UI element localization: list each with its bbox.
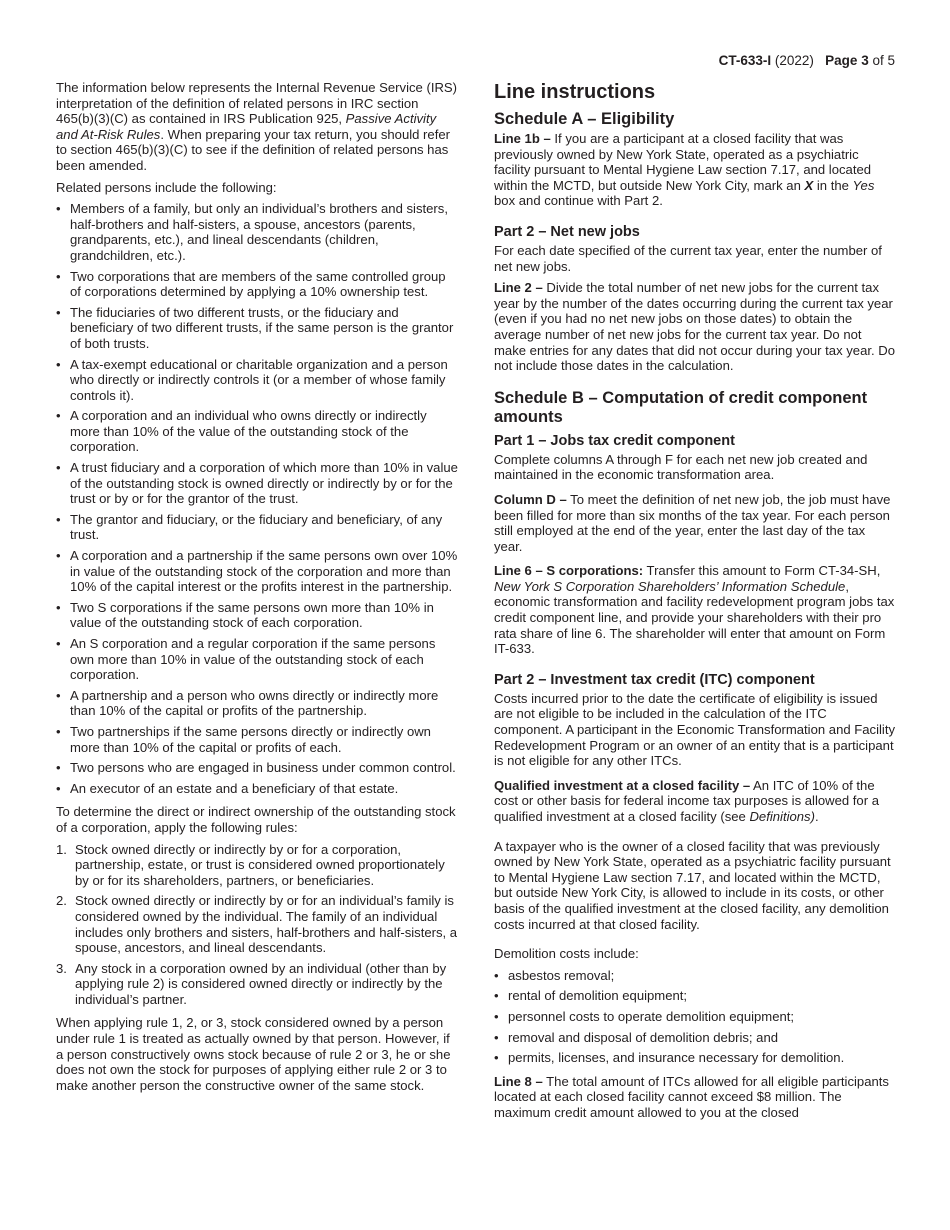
intro-text-a: The information below represents the Internal Revenue Service (IRS) interpretation of the definition of related persons in IRC section 465(b)(3)(C) as contained in IRS Publication 925, <box>56 80 458 127</box>
line-6-text: Transfer this amount to Form CT-34-SH, <box>643 563 881 579</box>
qualified-investment-text: . <box>814 809 819 824</box>
line-2-text: Divide the total number of net new jobs for the current tax year by the number of the dates occurring during the current tax year (even if you had no net new jobs on those dates) to obtain the average number of net new jobs for the current tax year. Do not make entries for any dates that did not occur during your tax year. Do not include those dates in the calculation. <box>494 280 896 374</box>
list-item: • personnel costs to operate demolition equipment; <box>494 1009 896 1025</box>
mark-x: X <box>804 177 814 193</box>
column-d-text: To meet the definition of net new job, the job must have been filled for more than six months of the tax year. For each person still employed at the end of the year, enter the last day of the tax year. <box>494 491 891 554</box>
line-1b-text: in the <box>813 177 853 193</box>
form-ct-34-sh-title: New York S Corporation Shareholders’ Information Schedule <box>494 578 846 594</box>
schedule-b-heading: Schedule B – Computation of credit component amounts <box>494 388 868 426</box>
list-item: • A corporation and a partnership if the same persons own over 10% in value of the outstanding stock of the corporation and more than 10% of the capital interest or the profits interest in the partnership. <box>56 548 458 595</box>
rule-text: Any stock in a corporation owned by an individual (other than by applying rule 2) is considered owned directly or indirectly by the individual’s partner. <box>75 960 447 1007</box>
part-1-heading: Part 1 – Jobs tax credit component <box>494 432 735 449</box>
line-6-paragraph <box>494 563 896 657</box>
list-item: • removal and disposal of demolition debris; and <box>494 1030 896 1046</box>
part-2-itc-heading: Part 2 – Investment tax credit (ITC) component <box>494 671 815 688</box>
column-d-paragraph <box>494 492 896 554</box>
line-2-paragraph <box>494 280 896 374</box>
line-1b-text: If you are a participant at a closed facility that was previously owned by New York State, operated as a psychiatric facility pursuant to Mental Hygiene Law section 7.17, and located within the MCTD, but outside New York City, mark an <box>494 131 872 193</box>
line-1b-label: Line 1b – <box>494 131 551 146</box>
form-year: (2022) <box>774 53 814 68</box>
rule-number: 2. <box>56 893 67 909</box>
list-item <box>56 961 458 1008</box>
list-item: • asbestos removal; <box>494 968 896 984</box>
list-item: • A corporation and an individual who owns directly or indirectly more than 10% of the value of the outstanding stock of the corporation. <box>56 408 458 455</box>
line-8-paragraph <box>494 1074 896 1121</box>
line-1b-paragraph <box>494 131 896 209</box>
list-item: • Two persons who are engaged in business under common control. <box>56 760 458 776</box>
list-item: • A partnership and a person who owns directly or indirectly more than 10% of the capital or profits of the partnership. <box>56 688 458 719</box>
line-6-label: Line 6 – S corporations: <box>494 563 644 579</box>
list-item: • Two partnerships if the same persons directly or indirectly own more than 10% of the capital or profits of each. <box>56 724 458 755</box>
list-item: • rental of demolition equipment; <box>494 988 896 1004</box>
closing-paragraph: When applying rule 1, 2, or 3, stock considered owned by a person under rule 1 is treated as actually owned by that person. However, if a person constructively owns stock because of rule 2 or 3, he or she does not own the stock for purposes of applying either rule 2 or 3 to make another person the constructive owner of the same stock. <box>56 1015 451 1093</box>
demolition-costs-list <box>494 968 896 1066</box>
list-item: • Two S corporations if the same persons own more than 10% in value of the outstanding stock of each corporation. <box>56 600 458 631</box>
demolition-intro: Demolition costs include: <box>494 946 639 962</box>
list-item <box>56 893 458 955</box>
intro-text-b: . When preparing your tax return, you should refer to section 465(b)(3)(C) to see if the definition of related persons has been amended. <box>56 126 450 173</box>
line-8-label: Line 8 – <box>494 1073 543 1089</box>
part-2-jobs-heading: Part 2 – Net new jobs <box>494 223 640 240</box>
list-item: • permits, licenses, and insurance necessary for demolition. <box>494 1050 896 1066</box>
intro-paragraph <box>56 80 458 174</box>
list-item: • The fiduciaries of two different trusts, or the fiduciary and beneficiary of two different trusts, if the same person is the grantor of both trusts. <box>56 305 458 352</box>
page-of: of 5 <box>872 53 895 68</box>
qualified-investment-paragraph <box>494 778 896 825</box>
page-label: Page 3 <box>825 53 869 68</box>
line-6-text: , economic transformation and facility redevelopment program jobs tax credit component line, and provide your shareholders with their pro rata share of line 6. The shareholder will enter that amount on Form IT-633. <box>494 578 895 657</box>
rule-number: 3. <box>56 960 67 976</box>
rules-intro: To determine the direct or indirect ownership of the outstanding stock of a corporation, apply the following rules: <box>56 804 456 835</box>
owner-paragraph: A taxpayer who is the owner of a closed facility that was previously owned by New York State, operated as a psychiatric facility pursuant to Mental Hygiene Law section 7.17, and located within the MCTD, but outside New York City, is allowed to include in its costs, or other basis of the qualified investment at the closed facility, any demolition costs incurred at that closed facility. <box>494 838 891 932</box>
rule-number: 1. <box>56 841 67 857</box>
list-item: • An executor of an estate and a beneficiary of that estate. <box>56 781 458 797</box>
list-item: • A trust fiduciary and a corporation of which more than 10% in value of the outstanding stock is owned directly or indirectly by or for the trust or by or for the grantor of the trust. <box>56 460 458 507</box>
page-header <box>719 53 895 69</box>
publication-title: Passive Activity and At-Risk Rules <box>56 111 437 142</box>
left-column <box>56 80 458 1099</box>
related-intro: Related persons include the following: <box>56 179 277 195</box>
schedule-a-heading: Schedule A – Eligibility <box>494 110 675 128</box>
rule-text: Stock owned directly or indirectly by or for an individual’s family is considered owned by the individual. The family of an individual includes only brothers and sisters, half-brothers and half-sisters, a spouse, ancestors, and lineal descendants. <box>75 893 458 956</box>
right-column <box>494 80 896 1127</box>
related-persons-list <box>56 201 458 796</box>
qualified-investment-text: An ITC of 10% of the cost or other basis for federal income tax purposes is allowed for a qualified investment at a closed facility (see <box>494 777 879 824</box>
line-2-label: Line 2 – <box>494 280 543 296</box>
part-1-text: Complete columns A through F for each net new job created and maintained in the economic transformation area. <box>494 451 868 483</box>
ownership-rules-list <box>56 842 458 1008</box>
line-8-text: The total amount of ITCs allowed for all eligible participants located at each closed facility cannot exceed $8 million. The maximum credit amount allowed to you at the closed <box>494 1073 889 1120</box>
column-d-label: Column D – <box>494 491 567 507</box>
list-item: • An S corporation and a regular corporation if the same persons own more than 10% in value of the outstanding stock of each corporation. <box>56 636 458 683</box>
line-1b-text: box and continue with Part 2. <box>494 193 663 209</box>
qualified-investment-label: Qualified investment at a closed facility – <box>494 777 751 793</box>
list-item: • Two corporations that are members of the same controlled group of corporations determined by applying a 10% ownership test. <box>56 269 458 300</box>
definitions-ref: Definitions) <box>749 809 815 824</box>
list-item: • The grantor and fiduciary, or the fiduciary and beneficiary, of any trust. <box>56 512 458 543</box>
part-2-itc-text: Costs incurred prior to the date the certificate of eligibility is issued are not eligible to be included in the calculation of the ITC component. A participant in the Economic Transformation and Facility Redevelopment Program or an owner of an entity that is a participant is not eligible for any other ITCs. <box>494 690 896 769</box>
part-2-jobs-text: For each date specified of the current tax year, enter the number of net new jobs. <box>494 242 882 274</box>
rule-text: Stock owned directly or indirectly by or for a corporation, partnership, estate, or trust is considered owned proportionately by or for its shareholders, partners, or beneficiaries. <box>75 841 445 888</box>
list-item: • Members of a family, but only an individual’s brothers and sisters, half-brothers and half-sisters, a spouse, ancestors (parents, grandparents, etc.), and lineal descendants (children, grandchildren, etc.). <box>56 201 458 263</box>
list-item <box>56 842 458 889</box>
list-item: • A tax-exempt educational or charitable organization and a person who directly or indirectly controls it (or a member of whose family controls it). <box>56 357 458 404</box>
form-id: CT-633-I <box>718 53 772 68</box>
section-title: Line instructions <box>494 81 656 103</box>
yes-box-ref: Yes <box>852 177 875 193</box>
